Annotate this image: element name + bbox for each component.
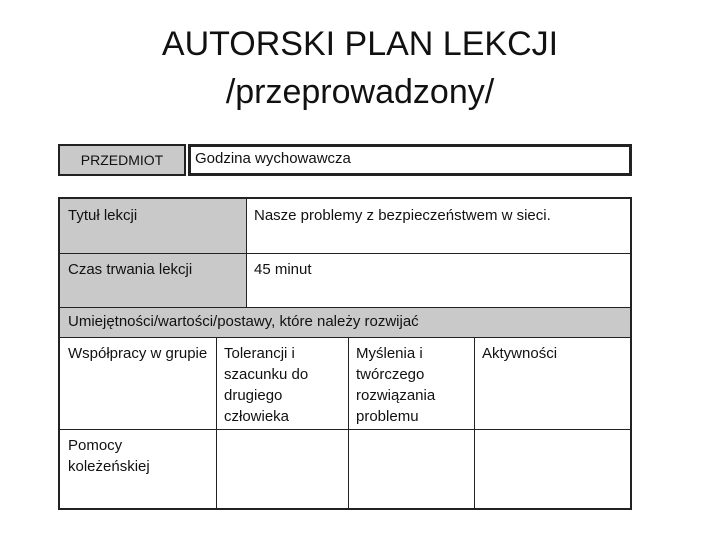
skill-cell: [474, 429, 630, 508]
subject-value: Godzina wychowawcza: [188, 144, 632, 176]
divider: [474, 337, 475, 508]
skill-cell: [60, 429, 216, 508]
skill-cell: [60, 337, 216, 429]
divider: [60, 307, 630, 308]
skill-cell: [348, 429, 474, 508]
duration-label-cell: [60, 253, 246, 307]
duration-value: 45 minut: [254, 261, 312, 278]
subject-row: [58, 144, 632, 176]
skill-item: Myślenia i twórczego rozwiązania problemu: [356, 345, 436, 425]
skill-cell: [216, 429, 348, 508]
page-title: [0, 20, 720, 116]
topic-value-cell: [246, 199, 630, 253]
skills-header: Umiejętności/wartości/postawy, które należy rozwijać: [68, 313, 419, 330]
title-line-2: /przeprowadzony/: [225, 73, 495, 111]
skill-item: Tolerancji i szacunku do drugiego człowieka: [224, 345, 309, 425]
divider: [348, 337, 349, 508]
lesson-table: [58, 197, 632, 510]
skill-item: Pomocy koleżeńskiej: [68, 437, 150, 475]
topic-label: Tytuł lekcji: [68, 207, 138, 224]
skill-cell: [216, 337, 348, 429]
skills-header-cell: [60, 307, 630, 337]
topic-value: Nasze problemy z bezpieczeństwem w sieci.: [254, 207, 551, 224]
skill-cell: [474, 337, 630, 429]
divider: [60, 253, 630, 254]
skill-item: Współpracy w grupie: [68, 345, 208, 362]
skill-item: Aktywności: [482, 345, 558, 362]
divider: [60, 429, 630, 430]
duration-value-cell: [246, 253, 630, 307]
title-line-1: AUTORSKI PLAN LEKCJI: [161, 25, 559, 63]
subject-label: PRZEDMIOT: [58, 144, 186, 176]
divider: [60, 337, 630, 338]
divider: [216, 337, 217, 508]
duration-label: Czas trwania lekcji: [68, 261, 193, 278]
topic-label-cell: [60, 199, 246, 253]
skill-cell: [348, 337, 474, 429]
